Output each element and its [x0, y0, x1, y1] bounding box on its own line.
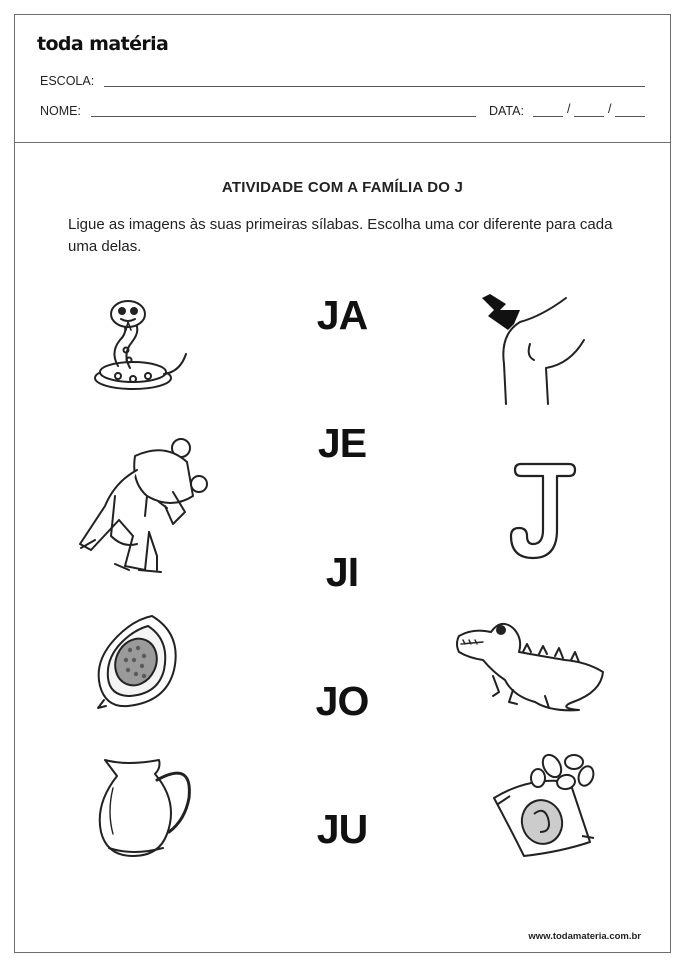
jellybeans-icon — [490, 752, 602, 858]
date-month-field[interactable] — [574, 116, 604, 117]
date-separator: / — [567, 102, 571, 116]
activity-title: ATIVIDADE COM A FAMÍLIA DO J — [221, 179, 464, 196]
syllable-ja: JA — [316, 292, 368, 338]
papaya-icon — [92, 610, 184, 712]
snake-icon — [88, 290, 193, 395]
syllable-ji: JI — [325, 549, 359, 595]
date-day-field[interactable] — [533, 116, 563, 117]
header-divider — [14, 142, 671, 143]
activity-instructions: Ligue as imagens às suas primeiras sílabas. Escolha uma cor diferente para cada uma delas. — [68, 216, 613, 255]
date-year-field[interactable] — [615, 116, 645, 117]
school-label: ESCOLA: — [40, 74, 95, 88]
date-label: DATA: — [489, 104, 524, 118]
footer-website: www.todamateria.com.br — [528, 931, 641, 942]
syllable-jo: JO — [315, 678, 369, 724]
name-field[interactable] — [91, 116, 476, 117]
logo: toda matéria — [37, 33, 169, 55]
syllable-ju: JU — [316, 806, 368, 852]
judo-icon — [75, 436, 215, 576]
letter-j-icon — [507, 460, 577, 562]
school-field[interactable] — [104, 86, 645, 87]
alligator-icon — [453, 612, 609, 714]
name-label: NOME: — [40, 104, 81, 118]
syllable-je: JE — [317, 420, 367, 466]
knee-icon — [478, 294, 590, 408]
date-separator: / — [608, 102, 612, 116]
jug-icon — [97, 752, 197, 860]
